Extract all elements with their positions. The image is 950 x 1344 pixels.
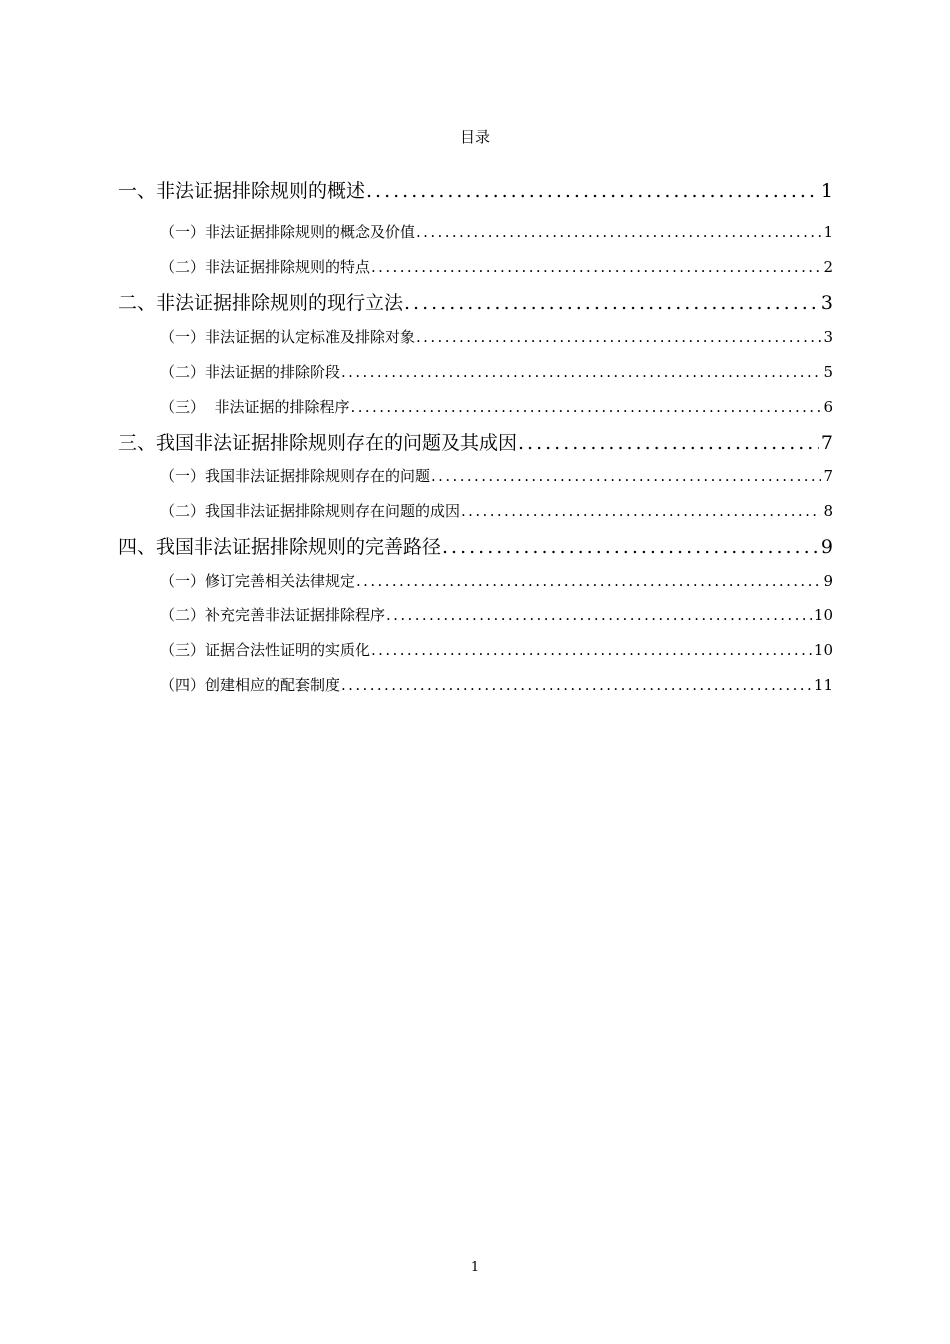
dot-leader: [356, 572, 821, 590]
dot-leader: [416, 328, 821, 346]
toc-entry-text: （二）我国非法证据排除规则存在问题的成因: [160, 502, 461, 520]
toc-entry-4-4[interactable]: [160, 674, 833, 695]
toc-page-number: 10: [813, 606, 833, 624]
toc-entry-text: （三）证据合法性证明的实质化: [160, 641, 371, 659]
toc-entry-text: （二）补充完善非法证据排除程序: [160, 606, 386, 624]
dot-leader: [416, 223, 821, 241]
toc-page-number: 7: [823, 467, 833, 485]
toc-entry-1[interactable]: [118, 176, 833, 203]
dot-leader: [351, 398, 822, 416]
toc-entry-text: 二、非法证据排除规则的现行立法: [118, 292, 404, 314]
toc-entry-4-1[interactable]: [160, 570, 833, 591]
toc-entry-text: （二）非法证据排除规则的特点: [160, 258, 371, 276]
toc-entry-text: 一、非法证据排除规则的概述: [118, 180, 366, 202]
toc-page-number: 8: [823, 502, 833, 520]
toc-entry-text: （一）修订完善相关法律规定: [160, 572, 356, 590]
toc-entry-4[interactable]: [118, 532, 833, 559]
dot-leader: [518, 432, 819, 454]
dot-leader: [341, 676, 812, 694]
toc-entry-2-3[interactable]: [160, 396, 833, 417]
toc-entry-text: （一）非法证据排除规则的概念及价值: [160, 223, 416, 241]
toc-page-number: 11: [813, 676, 833, 694]
toc-page-number: 1: [823, 223, 833, 241]
dot-leader: [431, 467, 821, 485]
toc-page-number: 9: [820, 536, 833, 558]
toc-entry-1-1[interactable]: [160, 221, 833, 242]
toc-entry-3-1[interactable]: [160, 465, 833, 486]
dot-leader: [386, 606, 812, 624]
toc-entry-2-1[interactable]: [160, 326, 833, 347]
toc-entry-2[interactable]: [118, 288, 833, 315]
toc-page-number: 7: [820, 432, 833, 454]
toc-entry-3-2[interactable]: [160, 500, 833, 521]
dot-leader: [404, 292, 819, 314]
toc-entry-4-3[interactable]: [160, 639, 833, 660]
dot-leader: [371, 641, 812, 659]
dot-leader: [341, 363, 821, 381]
dot-leader: [371, 258, 821, 276]
toc-entry-text: （一）我国非法证据排除规则存在的问题: [160, 467, 431, 485]
toc-entry-text: 三、我国非法证据排除规则存在的问题及其成因: [118, 432, 518, 454]
dot-leader: [461, 502, 821, 520]
toc-page-number: 1: [820, 180, 833, 202]
toc-page-number: 9: [823, 572, 833, 590]
footer-page-number: 1: [470, 1260, 480, 1275]
toc-entry-1-2[interactable]: [160, 256, 833, 277]
toc-entry-4-2[interactable]: [160, 604, 833, 625]
toc-entry-text: （三） 非法证据的排除程序: [160, 398, 350, 416]
toc-entry-2-2[interactable]: [160, 361, 833, 382]
dot-leader: [366, 180, 819, 202]
toc-page-number: 2: [823, 258, 833, 276]
toc-entry-text: （四）创建相应的配套制度: [160, 676, 341, 694]
toc-page-number: 3: [823, 328, 833, 346]
toc-entry-text: （一）非法证据的认定标准及排除对象: [160, 328, 416, 346]
toc-page-number: 5: [823, 363, 833, 381]
page-title: 目录: [459, 128, 490, 146]
toc-page-number: 10: [813, 641, 833, 659]
dot-leader: [442, 536, 819, 558]
toc-entry-text: （二）非法证据的排除阶段: [160, 363, 341, 381]
toc-page-number: 6: [823, 398, 833, 416]
toc-entry-3[interactable]: [118, 428, 833, 455]
toc-page-number: 3: [820, 292, 833, 314]
toc-entry-text: 四、我国非法证据排除规则的完善路径: [118, 536, 442, 558]
